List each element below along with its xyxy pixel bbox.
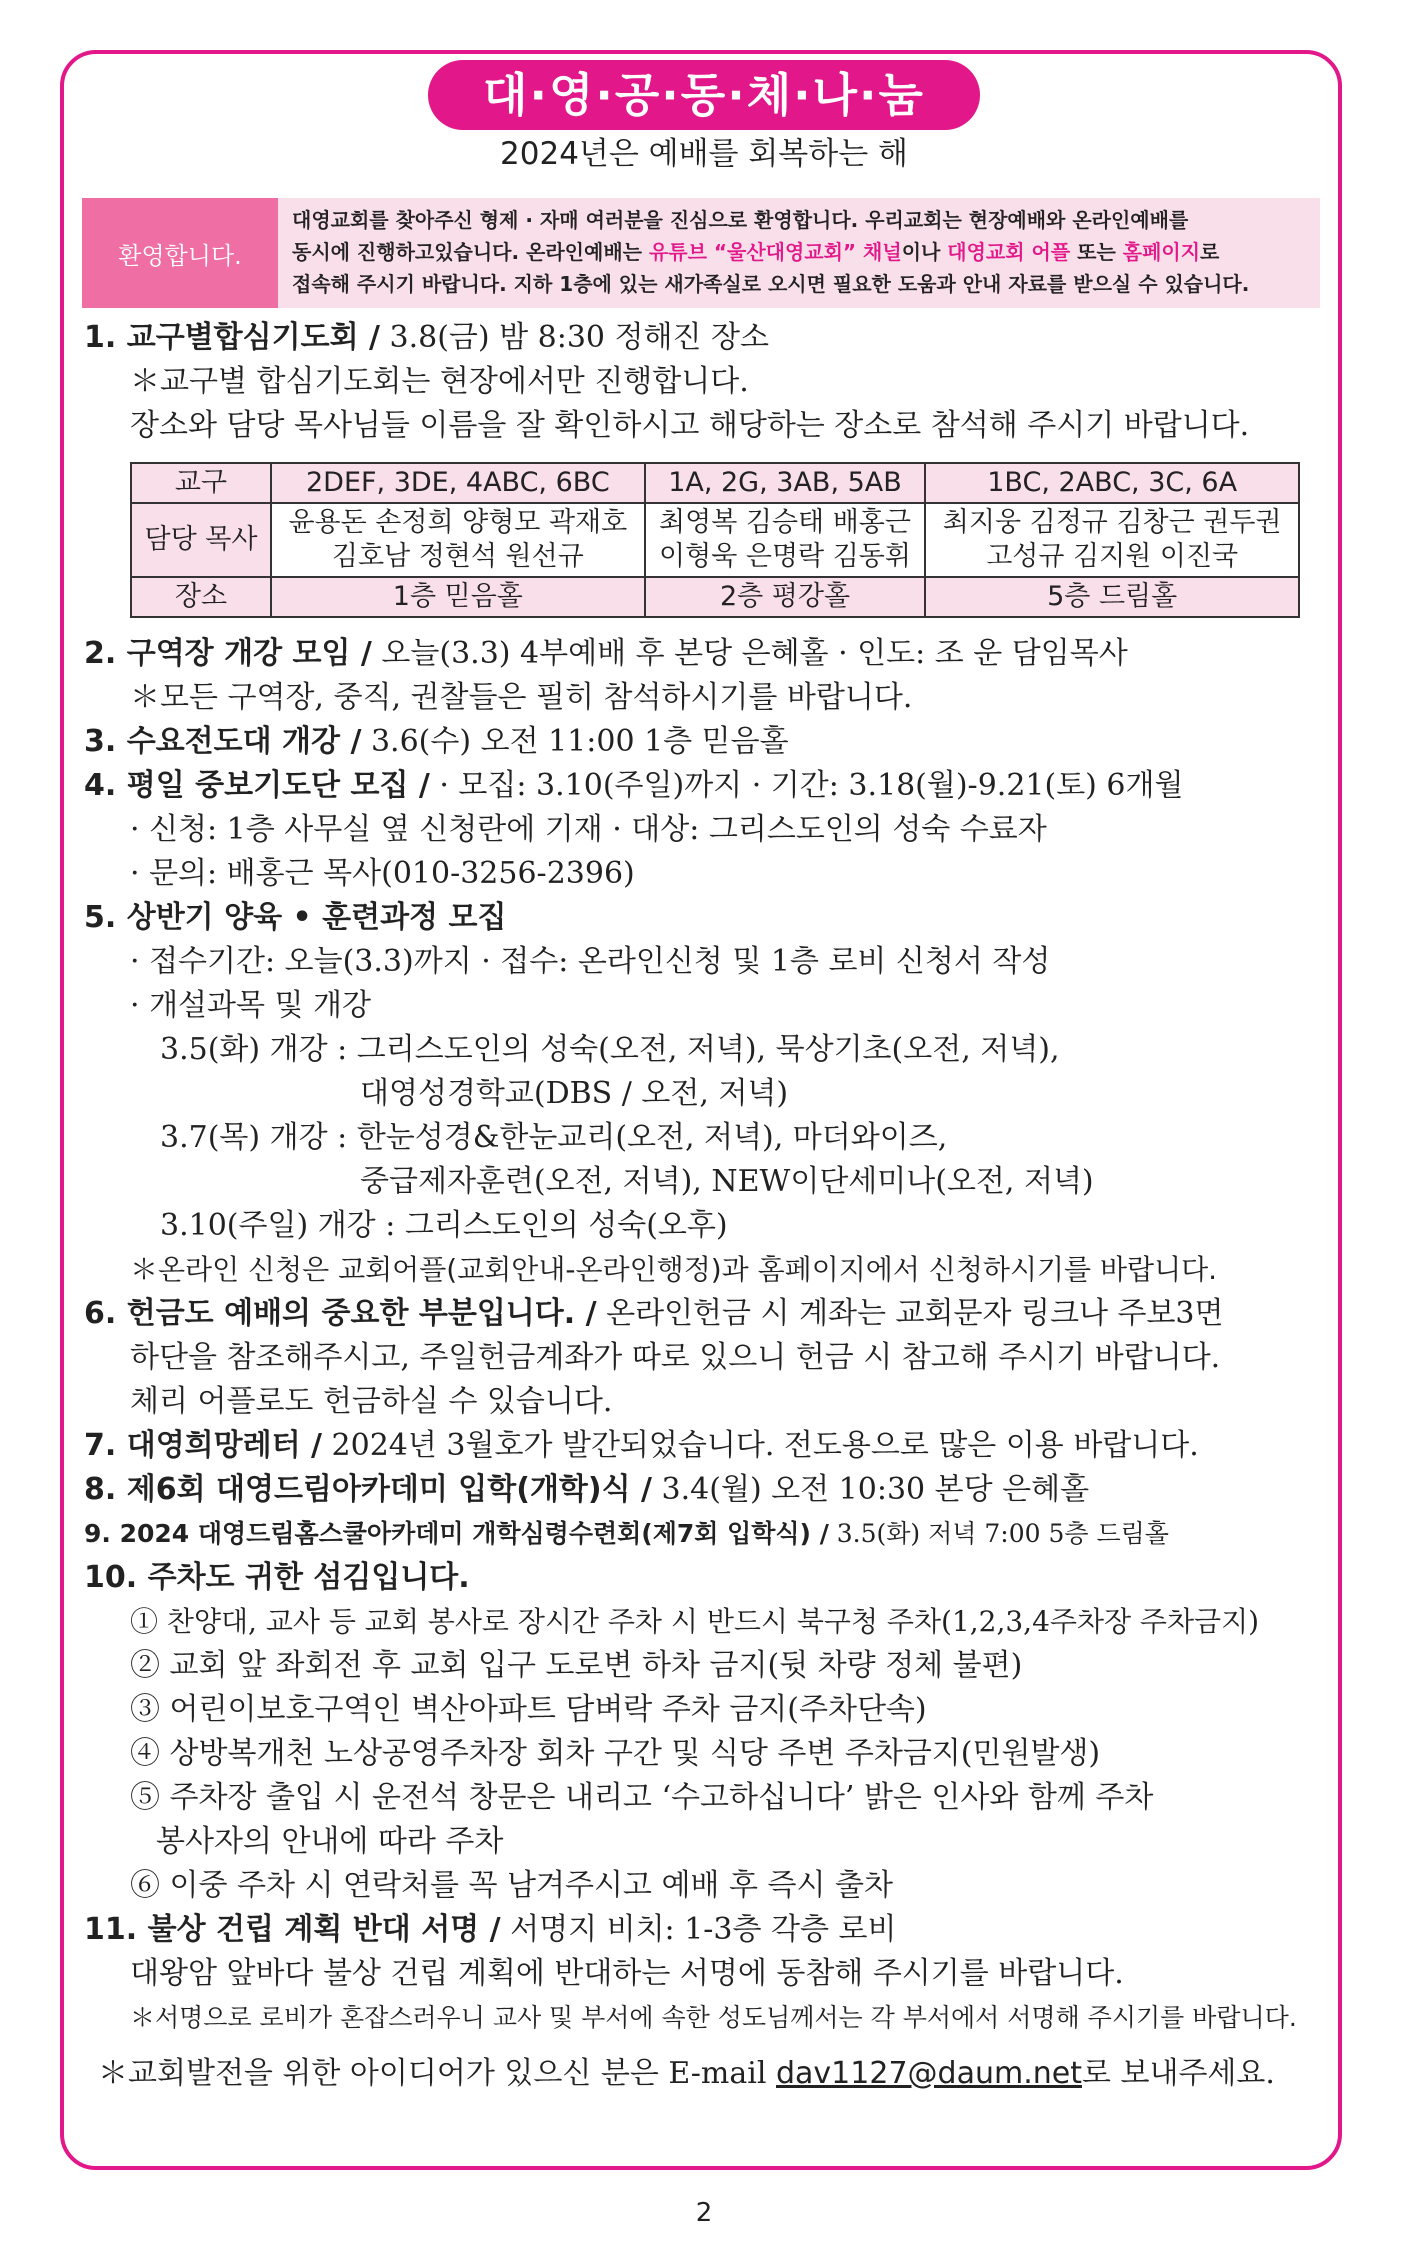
announcements xyxy=(84,316,1324,2096)
welcome-text-span: 동시에 진행하고있습니다. 온라인예배는 xyxy=(292,240,649,264)
item-text: 서명지 비치: 1-3층 각층 로비 xyxy=(500,1912,897,1947)
item-1 xyxy=(84,316,1324,360)
parking-rule: ④ 상방복개천 노상공영주차장 회차 구간 및 식당 주변 주차금지(민원발생) xyxy=(130,1736,1101,1771)
item-text: 2024년 3월호가 발간되었습니다. 전도용으로 많은 이용 바랍니다. xyxy=(322,1428,1199,1463)
table-cell: 2DEF, 3DE, 4ABC, 6BC xyxy=(271,463,645,503)
item-5-course: 3.7(목) 개강 : 한눈성경&한눈교리(오전, 저녁), 마더와이즈, xyxy=(160,1120,948,1155)
item-title: 3. 수요전도대 개강 / xyxy=(84,724,362,759)
item-2 xyxy=(84,632,1324,676)
item-4-detail: · 문의: 배홍근 목사(010-3256-2396) xyxy=(130,856,635,891)
item-5-detail: · 접수기간: 오늘(3.3)까지 · 접수: 온라인신청 및 1층 로비 신청서 작성 xyxy=(130,944,1051,979)
item-5-course: 3.10(주일) 개강 : 그리스도인의 성숙(오후) xyxy=(160,1208,728,1243)
item-3 xyxy=(84,720,1324,764)
item-11-note: ＊서명으로 로비가 혼잡스러우니 교사 및 부서에 속한 성도님께서는 각 부서에서 서명해 주시기를 바랍니다. xyxy=(130,2003,1297,2032)
item-text: 3.8(금) 밤 8:30 정해진 장소 xyxy=(379,320,769,355)
parking-rule: ① 찬양대, 교사 등 교회 봉사로 장시간 주차 시 반드시 북구청 주차(1,2,3,4주차장 주차금지) xyxy=(130,1605,1260,1638)
page-number: 2 xyxy=(695,2198,713,2228)
table-cell xyxy=(271,503,645,577)
item-title: 1. 교구별합심기도회 / xyxy=(84,320,380,355)
item-title: 2. 구역장 개강 모임 / xyxy=(84,636,372,671)
welcome-text-span: 로 xyxy=(1200,240,1220,264)
welcome-text-span: 또는 xyxy=(1070,240,1123,264)
footer-note xyxy=(84,2052,1324,2096)
item-text: · 모집: 3.10(주일)까지 · 기간: 3.18(월)-9.21(토) 6개월 xyxy=(429,768,1184,803)
app-text: 대영교회 어플 xyxy=(947,240,1071,264)
item-title: 8. 제6회 대영드림아카데미 입학(개학)식 / xyxy=(84,1472,653,1507)
item-6 xyxy=(84,1292,1324,1336)
welcome-text xyxy=(278,198,1320,308)
pastor-names: 김호남 정현석 원선규 xyxy=(331,541,584,572)
table-cell: 1BC, 2ABC, 3C, 6A xyxy=(925,463,1299,503)
item-11 xyxy=(84,1908,1324,1952)
item-4 xyxy=(84,764,1324,808)
pastor-names: 윤용돈 손정희 양형모 곽재호 xyxy=(288,507,628,538)
item-5-course: 중급제자훈련(오전, 저녁), NEW이단세미나(오전, 저녁) xyxy=(360,1164,1094,1199)
item-title: 10. 주차도 귀한 섬김입니다. xyxy=(84,1560,470,1595)
item-4-detail: · 신청: 1층 사무실 옆 신청란에 기재 · 대상: 그리스도인의 성숙 수료자 xyxy=(130,812,1047,847)
pastor-names: 최지웅 김정규 김창근 권두권 xyxy=(942,507,1282,538)
parking-rule: ⑥ 이중 주차 시 연락처를 꼭 남겨주시고 예배 후 즉시 출차 xyxy=(130,1868,893,1903)
item-title: 5. 상반기 양육 • 훈련과정 모집 xyxy=(84,900,507,935)
item-5-course: 대영성경학교(DBS / 오전, 저녁) xyxy=(360,1076,789,1111)
footer-text: 로 보내주세요. xyxy=(1081,2056,1275,2091)
parking-rule: ③ 어린이보호구역인 벽산아파트 담벼락 주차 금지(주차단속) xyxy=(130,1692,927,1727)
pastor-names: 최영복 김승태 배홍근 xyxy=(659,507,911,538)
table-cell: 1A, 2G, 3AB, 5AB xyxy=(645,463,926,503)
email-link[interactable]: dav1127@daum.net xyxy=(776,2056,1082,2091)
homepage-text: 홈페이지 xyxy=(1122,240,1201,264)
page-title: 대·영·공·동·체·나·눔 xyxy=(428,60,980,130)
item-7 xyxy=(84,1424,1324,1468)
table-cell: 2층 평강홀 xyxy=(645,577,926,617)
table-cell xyxy=(925,503,1299,577)
table-row xyxy=(131,503,1299,577)
table-cell: 5층 드림홀 xyxy=(925,577,1299,617)
table-row xyxy=(131,577,1299,617)
footer-text: ＊교회발전을 위한 아이디어가 있으신 분은 E-mail xyxy=(98,2056,776,2091)
table-cell: 1층 믿음홀 xyxy=(271,577,645,617)
item-5-note: ＊온라인 신청은 교회어플(교회안내-온라인행정)과 홈페이지에서 신청하시기를 바랍니다. xyxy=(130,1253,1218,1286)
item-5-detail: · 개설과목 및 개강 xyxy=(130,988,372,1023)
item-9 xyxy=(84,1512,1324,1556)
item-text: 3.4(월) 오전 10:30 본당 은혜홀 xyxy=(652,1472,1090,1507)
item-8 xyxy=(84,1468,1324,1512)
item-10 xyxy=(84,1556,1324,1600)
table-cell xyxy=(645,503,926,577)
item-title: 9. 2024 대영드림홈스쿨아카데미 개학심령수련회(제7회 입학식) / xyxy=(84,1519,829,1548)
item-5 xyxy=(84,896,1324,940)
item-title: 6. 헌금도 예배의 중요한 부분입니다. / xyxy=(84,1296,597,1331)
item-text: 3.5(화) 저녁 7:00 5층 드림홀 xyxy=(828,1519,1169,1548)
table-row xyxy=(131,463,1299,503)
parking-rule: ② 교회 앞 좌회전 후 교회 입구 도로변 하차 금지(뒷 차량 정체 불편) xyxy=(130,1648,1023,1683)
parking-rule: 봉사자의 안내에 따라 주차 xyxy=(156,1824,504,1859)
pastor-names: 이형욱 은명락 김동휘 xyxy=(659,541,911,572)
welcome-line: 접속해 주시기 바랍니다. 지하 1층에 있는 새가족실로 오시면 필요한 도움과 안내 자료를 받으실 수 있습니다. xyxy=(292,272,1250,296)
welcome-line xyxy=(292,236,1306,268)
table-header-cell: 교구 xyxy=(131,463,271,503)
pastor-names: 고성규 김지원 이진국 xyxy=(986,541,1239,572)
parking-rule: ⑤ 주차장 출입 시 운전석 창문은 내리고 ‘수고하십니다’ 밝은 인사와 함께 주차 xyxy=(130,1780,1154,1815)
table-header-cell: 장소 xyxy=(131,577,271,617)
youtube-channel-text: 유튜브 “울산대영교회” 채널 xyxy=(648,240,902,264)
item-1-note: 장소와 담당 목사님들 이름을 잘 확인하시고 해당하는 장소로 참석해 주시기 바랍니다. xyxy=(130,408,1250,443)
item-6-detail: 체리 어플로도 헌금하실 수 있습니다. xyxy=(130,1384,613,1419)
page-subtitle: 2024년은 예배를 회복하는 해 xyxy=(500,136,908,172)
item-text: 3.6(수) 오전 11:00 1층 믿음홀 xyxy=(361,724,789,759)
item-text: 오늘(3.3) 4부예배 후 본당 은혜홀 · 인도: 조 운 담임목사 xyxy=(371,636,1128,671)
item-title: 7. 대영희망레터 / xyxy=(84,1428,322,1463)
welcome-box xyxy=(82,198,1320,308)
welcome-line: 대영교회를 찾아주신 형제 · 자매 여러분을 진심으로 환영합니다. 우리교회는 현장예배와 온라인예배를 xyxy=(292,208,1189,232)
item-title: 4. 평일 중보기도단 모집 / xyxy=(84,768,430,803)
item-5-course: 3.5(화) 개강 : 그리스도인의 성숙(오전, 저녁), 묵상기초(오전, 저녁), xyxy=(160,1032,1060,1067)
item-11-detail: 대왕암 앞바다 불상 건립 계획에 반대하는 서명에 동참해 주시기를 바랍니다. xyxy=(130,1956,1124,1991)
table-header-cell: 담당 목사 xyxy=(131,503,271,577)
welcome-text-span: 이나 xyxy=(901,240,948,264)
item-1-note: ＊교구별 합심기도회는 현장에서만 진행합니다. xyxy=(130,364,749,399)
welcome-label: 환영합니다. xyxy=(82,198,278,308)
item-text: 온라인헌금 시 계좌는 교회문자 링크나 주보3면 xyxy=(596,1296,1224,1331)
item-6-detail: 하단을 참조해주시고, 주일헌금계좌가 따로 있으니 헌금 시 참고해 주시기 바랍니다. xyxy=(130,1340,1221,1375)
zone-table xyxy=(130,462,1300,618)
item-title: 11. 불상 건립 계획 반대 서명 / xyxy=(84,1912,501,1947)
item-2-note: ＊모든 구역장, 중직, 권찰들은 필히 참석하시기를 바랍니다. xyxy=(130,680,913,715)
